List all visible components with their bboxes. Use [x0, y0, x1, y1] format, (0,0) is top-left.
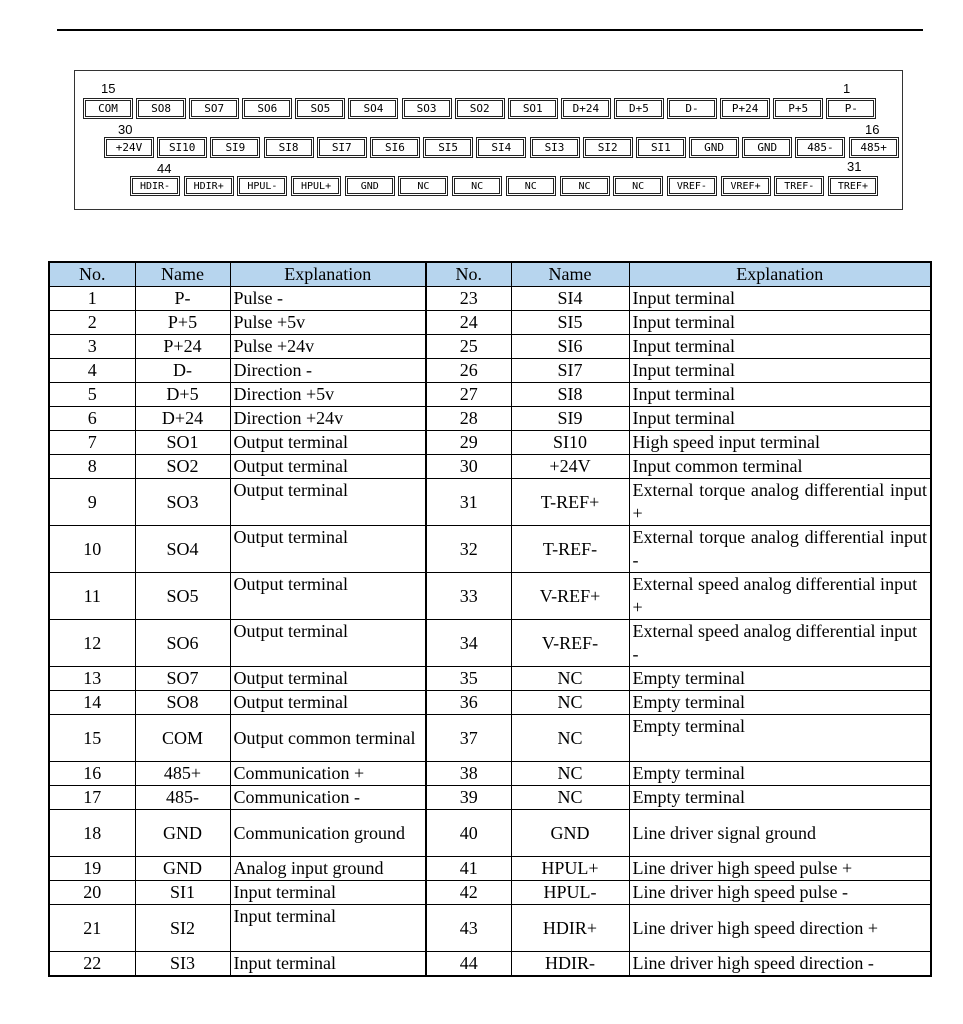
pin-number: 26: [426, 359, 511, 383]
pin-explanation: Output terminal: [230, 431, 426, 455]
pin-box: P+24: [722, 100, 768, 117]
pin-name: NC: [511, 786, 629, 810]
pin-definition-table: [48, 261, 932, 977]
pin-name: SI9: [511, 407, 629, 431]
pin-explanation: Input terminal: [629, 311, 931, 335]
pin-number: 4: [49, 359, 135, 383]
pin-name: SO7: [135, 667, 230, 691]
pin-name: P-: [135, 287, 230, 311]
pin-explanation: Output terminal: [230, 526, 426, 573]
pin-box: NC: [400, 178, 446, 194]
pin-name: SI4: [511, 287, 629, 311]
pin-name: SI8: [511, 383, 629, 407]
pin-explanation: Direction +24v: [230, 407, 426, 431]
pin-number: 19: [49, 857, 135, 881]
pin-number: 15: [49, 715, 135, 762]
pin-explanation: Output terminal: [230, 479, 426, 526]
pin-name: GND: [511, 810, 629, 857]
pin-box: VREF-: [669, 178, 715, 194]
pin-number: 42: [426, 881, 511, 905]
pin-box: D+5: [616, 100, 662, 117]
pin-explanation: Input terminal: [230, 881, 426, 905]
pin-name: T-REF-: [511, 526, 629, 573]
pin-row-top: [85, 100, 874, 117]
pin-explanation: External torque analog differential input -: [629, 526, 931, 573]
pin-name: 485+: [135, 762, 230, 786]
pin-name: V-REF+: [511, 573, 629, 620]
pin-number: 23: [426, 287, 511, 311]
table-row: [49, 311, 931, 335]
pin-explanation: External speed analog differential input +: [629, 573, 931, 620]
pin-number: 34: [426, 620, 511, 667]
pin-explanation: Empty terminal: [629, 691, 931, 715]
pin-number: 33: [426, 573, 511, 620]
pin-box: HDIR+: [186, 178, 232, 194]
pin-name: P+5: [135, 311, 230, 335]
pin-number: 9: [49, 479, 135, 526]
pin-name: GND: [135, 810, 230, 857]
pin-number: 30: [426, 455, 511, 479]
pin-explanation: Input terminal: [629, 383, 931, 407]
pin-explanation: Input terminal: [629, 359, 931, 383]
pin-number: 41: [426, 857, 511, 881]
pin-explanation: Line driver high speed pulse +: [629, 857, 931, 881]
pin-explanation: Input terminal: [629, 407, 931, 431]
pin-number: 38: [426, 762, 511, 786]
column-header-name: Name: [135, 262, 230, 287]
pin-explanation: Communication -: [230, 786, 426, 810]
pin-explanation: External speed analog differential input -: [629, 620, 931, 667]
pin-number: 35: [426, 667, 511, 691]
pin-box: SI9: [212, 139, 258, 156]
pin-number: 13: [49, 667, 135, 691]
pin-box: SI2: [585, 139, 631, 156]
table-row: [49, 407, 931, 431]
column-header-explanation: Explanation: [629, 262, 931, 287]
pin-name: SI5: [511, 311, 629, 335]
pin-explanation: Communication +: [230, 762, 426, 786]
pin-name: SO5: [135, 573, 230, 620]
pin-number-label: 15: [101, 81, 116, 96]
pin-name: HDIR-: [511, 952, 629, 977]
table-row: [49, 287, 931, 311]
pin-row-middle: [106, 139, 897, 156]
pin-explanation: Analog input ground: [230, 857, 426, 881]
pin-box: SO5: [297, 100, 343, 117]
pin-number: 40: [426, 810, 511, 857]
top-rule: [57, 29, 923, 31]
pin-number: 7: [49, 431, 135, 455]
pin-box: D+24: [563, 100, 609, 117]
table-row: [49, 810, 931, 857]
pin-number-label: 1: [843, 81, 851, 96]
pin-number: 11: [49, 573, 135, 620]
pin-number: 14: [49, 691, 135, 715]
pin-name: HPUL-: [511, 881, 629, 905]
pin-number: 36: [426, 691, 511, 715]
pin-box: 485-: [797, 139, 843, 156]
pin-box: SO7: [191, 100, 237, 117]
pin-number: 8: [49, 455, 135, 479]
pin-box: SO3: [404, 100, 450, 117]
pin-number: 39: [426, 786, 511, 810]
pin-name: SO6: [135, 620, 230, 667]
pin-explanation: Input terminal: [230, 952, 426, 977]
pin-number: 3: [49, 335, 135, 359]
pin-explanation: Output common terminal: [230, 715, 426, 762]
pin-box: SI8: [266, 139, 312, 156]
column-header-no: No.: [426, 262, 511, 287]
pin-box: SI3: [532, 139, 578, 156]
pin-number: 18: [49, 810, 135, 857]
table-row: [49, 881, 931, 905]
pin-explanation: Line driver high speed direction -: [629, 952, 931, 977]
pin-box: NC: [508, 178, 554, 194]
pin-name: D-: [135, 359, 230, 383]
pin-explanation: Pulse +5v: [230, 311, 426, 335]
pin-name: SI1: [135, 881, 230, 905]
pin-box: SI10: [159, 139, 205, 156]
pin-number-label: 30: [118, 122, 133, 137]
pin-number: 29: [426, 431, 511, 455]
pin-name: NC: [511, 667, 629, 691]
pin-name: HDIR+: [511, 905, 629, 952]
pin-box: NC: [454, 178, 500, 194]
pin-box: D-: [669, 100, 715, 117]
pin-explanation: Output terminal: [230, 667, 426, 691]
pin-box: HPUL-: [239, 178, 285, 194]
table-row: [49, 762, 931, 786]
pin-explanation: Output terminal: [230, 573, 426, 620]
pin-box: SI4: [478, 139, 524, 156]
pin-explanation: Direction -: [230, 359, 426, 383]
pin-box: GND: [691, 139, 737, 156]
table-row: [49, 667, 931, 691]
pin-name: 485-: [135, 786, 230, 810]
pin-name: SI6: [511, 335, 629, 359]
pin-number: 32: [426, 526, 511, 573]
pin-number-label: 44: [157, 161, 172, 176]
pin-explanation: Pulse +24v: [230, 335, 426, 359]
pin-explanation: External torque analog differential input +: [629, 479, 931, 526]
pin-name: COM: [135, 715, 230, 762]
pin-number: 10: [49, 526, 135, 573]
table-row: [49, 857, 931, 881]
table-row: [49, 359, 931, 383]
pin-number: 28: [426, 407, 511, 431]
pin-explanation: High speed input terminal: [629, 431, 931, 455]
pin-box: VREF+: [723, 178, 769, 194]
pin-explanation: Empty terminal: [629, 786, 931, 810]
pin-name: SO1: [135, 431, 230, 455]
pin-name: NC: [511, 762, 629, 786]
pin-number: 37: [426, 715, 511, 762]
pin-number: 43: [426, 905, 511, 952]
pin-number: 25: [426, 335, 511, 359]
table-row: [49, 691, 931, 715]
pin-number: 44: [426, 952, 511, 977]
pin-box: +24V: [106, 139, 152, 156]
table-row: [49, 620, 931, 667]
pin-number: 17: [49, 786, 135, 810]
pin-box: HPUL+: [293, 178, 339, 194]
pin-box: SO1: [510, 100, 556, 117]
pin-explanation: Empty terminal: [629, 667, 931, 691]
pin-name: NC: [511, 691, 629, 715]
pin-name: SO8: [135, 691, 230, 715]
pin-name: SI2: [135, 905, 230, 952]
pin-number: 21: [49, 905, 135, 952]
pin-box: NC: [615, 178, 661, 194]
pin-number-label: 31: [847, 159, 862, 174]
pin-box: SO2: [457, 100, 503, 117]
pin-box: SI1: [638, 139, 684, 156]
pin-name: T-REF+: [511, 479, 629, 526]
pin-explanation: Line driver signal ground: [629, 810, 931, 857]
pin-explanation: Empty terminal: [629, 762, 931, 786]
pin-box: HDIR-: [132, 178, 178, 194]
pin-box: SO8: [138, 100, 184, 117]
pin-box: SO4: [350, 100, 396, 117]
pin-explanation: Pulse -: [230, 287, 426, 311]
table-row: [49, 383, 931, 407]
pin-explanation: Output terminal: [230, 620, 426, 667]
pin-explanation: Input terminal: [629, 287, 931, 311]
pin-explanation: Empty terminal: [629, 715, 931, 762]
pin-number: 24: [426, 311, 511, 335]
pin-number: 12: [49, 620, 135, 667]
pin-number: 31: [426, 479, 511, 526]
pin-box: P-: [828, 100, 874, 117]
table-row: [49, 573, 931, 620]
pin-name: HPUL+: [511, 857, 629, 881]
connector-pin-diagram: [74, 70, 903, 210]
table-header-row: [49, 262, 931, 287]
pin-name: SI3: [135, 952, 230, 977]
pin-explanation: Output terminal: [230, 691, 426, 715]
pin-explanation: Input terminal: [629, 335, 931, 359]
pin-box: SI5: [425, 139, 471, 156]
pin-box: TREF+: [830, 178, 876, 194]
pin-box: GND: [347, 178, 393, 194]
pin-number: 1: [49, 287, 135, 311]
pin-box: P+5: [775, 100, 821, 117]
column-header-explanation: Explanation: [230, 262, 426, 287]
column-header-name: Name: [511, 262, 629, 287]
pin-name: D+24: [135, 407, 230, 431]
table-row: [49, 431, 931, 455]
pin-name: GND: [135, 857, 230, 881]
pin-number: 22: [49, 952, 135, 977]
pin-name: NC: [511, 715, 629, 762]
column-header-no: No.: [49, 262, 135, 287]
pin-box: TREF-: [776, 178, 822, 194]
pin-explanation: Output terminal: [230, 455, 426, 479]
table-row: [49, 335, 931, 359]
pin-name: SI10: [511, 431, 629, 455]
pin-box: NC: [562, 178, 608, 194]
table-row: [49, 715, 931, 762]
table-row: [49, 952, 931, 977]
pin-name: SO3: [135, 479, 230, 526]
pin-name: SO2: [135, 455, 230, 479]
table-row: [49, 479, 931, 526]
pin-name: SI7: [511, 359, 629, 383]
pin-name: P+24: [135, 335, 230, 359]
table-row: [49, 455, 931, 479]
pin-number: 6: [49, 407, 135, 431]
pin-number: 2: [49, 311, 135, 335]
pin-name: SO4: [135, 526, 230, 573]
pin-box: 485+: [851, 139, 897, 156]
pin-name: V-REF-: [511, 620, 629, 667]
pin-number: 16: [49, 762, 135, 786]
pin-explanation: Input common terminal: [629, 455, 931, 479]
pin-number: 20: [49, 881, 135, 905]
pin-explanation: Line driver high speed pulse -: [629, 881, 931, 905]
table-row: [49, 786, 931, 810]
pin-box: SO6: [244, 100, 290, 117]
pin-row-bottom: [132, 178, 876, 194]
pin-number: 5: [49, 383, 135, 407]
pin-explanation: Input terminal: [230, 905, 426, 952]
pin-explanation: Communication ground: [230, 810, 426, 857]
pin-number-label: 16: [865, 122, 880, 137]
pin-explanation: Direction +5v: [230, 383, 426, 407]
pin-box: COM: [85, 100, 131, 117]
pin-explanation: Line driver high speed direction +: [629, 905, 931, 952]
pin-name: D+5: [135, 383, 230, 407]
pin-number: 27: [426, 383, 511, 407]
pin-box: SI7: [319, 139, 365, 156]
pin-box: GND: [744, 139, 790, 156]
table-row: [49, 905, 931, 952]
pin-box: SI6: [372, 139, 418, 156]
table-row: [49, 526, 931, 573]
pin-name: +24V: [511, 455, 629, 479]
